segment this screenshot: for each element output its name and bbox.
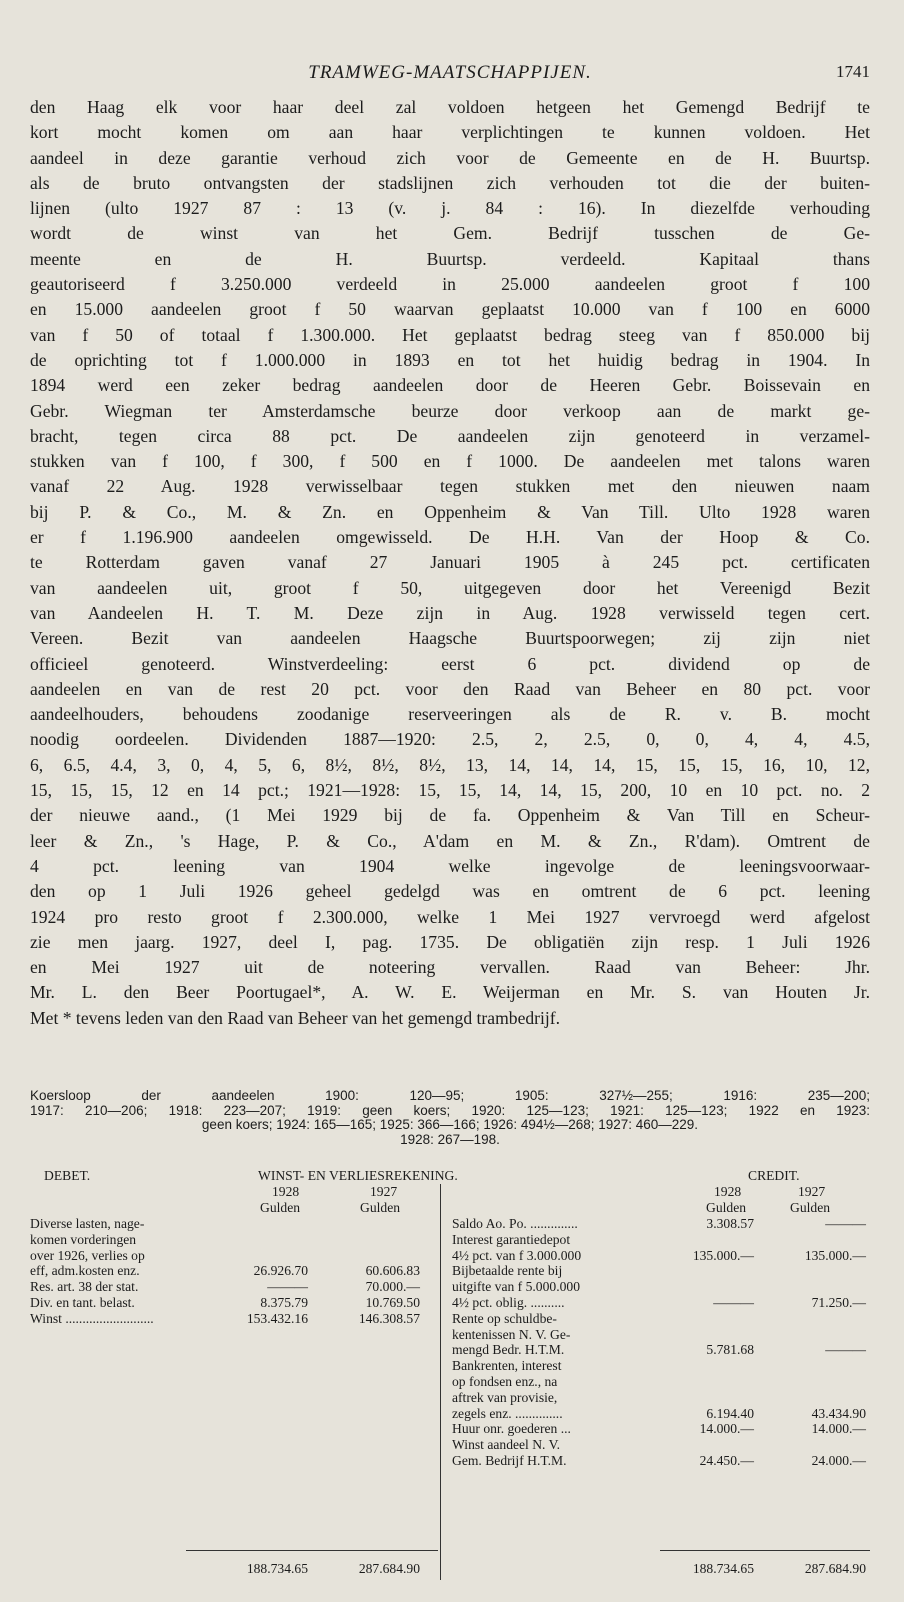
body-line: Met * tevens leden van den Raad van Beheer van het gemengd trambedrijf.	[30, 1007, 561, 1028]
body-line: officieel genoteerd. Winstverdeeling: eerst 6 pct. dividend op de	[30, 653, 870, 674]
body-line: en Mei 1927 uit de noteering vervallen. Raad van Beheer: Jhr.	[30, 957, 870, 978]
koersloop-block	[30, 1089, 870, 1147]
body-line: wordt de winst van het Gem. Bedrijf tusschen de Ge-	[30, 223, 870, 244]
debet-row-label: Winst ..........................	[30, 1310, 154, 1326]
debet-row-value-1927: 10.769.50	[365, 1295, 420, 1310]
credit-year-2: 1927	[798, 1184, 826, 1199]
debet-row-value-1927: 70.000.—	[365, 1279, 420, 1295]
body-line: kort mocht komen om aan haar verplichtingen te kunnen voldoen. Het	[30, 122, 870, 143]
body-line: den Haag elk voor haar deel zal voldoen hetgeen het Gemengd Bedrijf te	[30, 97, 870, 117]
credit-row-value-1928: 24.450.—	[699, 1453, 754, 1468]
debet-row-label: Res. art. 38 der stat.	[30, 1279, 139, 1295]
body-line: Vereen. Bezit van aandeelen Haagsche Buurtspoorwegen; zij zijn niet	[30, 628, 870, 649]
debet-total-1927: 287.684.90	[358, 1561, 420, 1576]
credit-row-label: Bijbetaalde rente bij	[452, 1263, 563, 1279]
credit-row-value-1927: 24.000.—	[811, 1453, 866, 1468]
debet-row-value-1928: ———	[267, 1279, 308, 1295]
body-line: meente en de H. Buurtsp. verdeeld. Kapitaal thans	[30, 248, 870, 269]
credit-row-value-1928: ———	[713, 1295, 754, 1310]
body-line: de oprichting tot f 1.000.000 in 1893 en tot het huidig bedrag in 1904. In	[30, 349, 870, 370]
credit-row-value-1927: 43.434.90	[811, 1405, 866, 1421]
page-number: 1741	[836, 62, 870, 81]
credit-row-label: Winst aandeel N. V.	[452, 1437, 561, 1453]
credit-row-label: Gem. Bedrijf H.T.M.	[452, 1453, 567, 1468]
credit-row-label: kentenissen N. V. Ge-	[452, 1326, 571, 1342]
credit-row-value-1927: 135.000.—	[804, 1247, 866, 1263]
body-line: 1924 pro resto groot f 2.300.000, welke 1 Mei 1927 vervroegd werd afgelost	[30, 906, 870, 927]
credit-row-label: zegels enz. ..............	[452, 1405, 563, 1421]
debet-label: DEBET.	[44, 1168, 91, 1183]
credit-row-label: 4½ pct. van f 3.000.000	[452, 1247, 582, 1263]
body-line: 4 pct. leening van 1904 welke ingevolge de leeningsvoorwaar-	[30, 855, 870, 876]
body-line: der nieuwe aand., (1 Mei 1929 bij de fa. Oppenheim & Van Till en Scheur-	[30, 805, 870, 826]
debet-unit-1: Gulden	[260, 1200, 301, 1215]
credit-unit-1: Gulden	[706, 1200, 747, 1215]
debet-row-label: komen vorderingen	[30, 1231, 137, 1247]
body-line: leer & Zn., 's Hage, P. & Co., A'dam en M. & Zn., R'dam). Omtrent de	[30, 830, 870, 851]
credit-row-label: op fondsen enz., na	[452, 1374, 558, 1389]
credit-row-value-1927: 71.250.—	[811, 1295, 866, 1310]
debet-unit-2: Gulden	[360, 1200, 401, 1215]
body-line: van aandeelen uit, groot f 50, uitgegeven door het Vereenigd Bezit	[30, 577, 870, 598]
body-line: noodig oordeelen. Dividenden 1887—1920: 2.5, 2, 2.5, 0, 0, 4, 4, 4.5,	[30, 729, 870, 750]
body-line: 15, 15, 15, 12 en 14 pct.; 1921—1928: 15, 15, 14, 14, 15, 200, 10 en 10 pct. no. 2	[30, 780, 870, 801]
body-line: van f 50 of totaal f 1.300.000. Het geplaatst bedrag steeg van f 850.000 bij	[30, 324, 870, 345]
debet-year-2: 1927	[370, 1184, 398, 1199]
credit-row-label: Interest garantiedepot	[452, 1231, 571, 1247]
credit-row-label: 4½ pct. oblig. ..........	[452, 1295, 565, 1310]
credit-row-label: Huur onr. goederen ...	[452, 1421, 571, 1437]
credit-row-label: Bankrenten, interest	[452, 1358, 562, 1374]
debet-row-label: Div. en tant. belast.	[30, 1295, 135, 1310]
credit-label: CREDIT.	[748, 1168, 800, 1183]
body-line: lijnen (ulto 1927 87 : 13 (v. j. 84 : 16). In diezelfde verhouding	[30, 198, 870, 219]
winst-verlies-table	[30, 1168, 870, 1588]
credit-row-value-1927: ———	[825, 1342, 866, 1358]
credit-row-label: uitgifte van f 5.000.000	[452, 1279, 580, 1295]
credit-total-1928: 188.734.65	[692, 1561, 754, 1576]
credit-row-value-1927: 14.000.—	[811, 1421, 866, 1437]
body-line: van Aandeelen H. T. M. Deze zijn in Aug. 1928 verwisseld tegen cert.	[30, 602, 870, 623]
body-line: aandeel in deze garantie verhoud zich voor de Gemeente en de H. Buurtsp.	[30, 147, 870, 168]
table-title: WINST- EN VERLIESREKENING.	[258, 1168, 458, 1183]
body-line: den op 1 Juli 1926 geheel gedelgd was en omtrent de 6 pct. leening	[30, 881, 870, 902]
body-line: en 15.000 aandeelen groot f 50 waarvan geplaatst 10.000 van f 100 en 6000	[30, 299, 870, 320]
debet-row-value-1927: 146.308.57	[358, 1310, 420, 1326]
debet-row-value-1928: 26.926.70	[253, 1263, 308, 1279]
credit-row-label: aftrek van provisie,	[452, 1389, 558, 1405]
page-header	[30, 62, 870, 88]
body-line: Gebr. Wiegman ter Amsterdamsche beurze door verkoop aan de markt ge-	[30, 400, 870, 421]
body-line: Mr. L. den Beer Poortugael*, A. W. E. Weijerman en Mr. S. van Houten Jr.	[30, 982, 870, 1003]
debet-row-label: eff, adm.kosten enz.	[30, 1263, 140, 1279]
table-divider	[440, 1184, 441, 1580]
credit-row-label: Rente op schuldbe-	[452, 1310, 557, 1326]
credit-row-value-1928: 3.308.57	[706, 1216, 754, 1231]
body-line: zie men jaarg. 1927, deel I, pag. 1735. De obligatiën zijn resp. 1 Juli 1926	[30, 931, 870, 952]
credit-row-value-1928: 135.000.—	[692, 1247, 754, 1263]
debet-row-label: over 1926, verlies op	[30, 1247, 145, 1263]
credit-row-value-1927: ———	[825, 1216, 866, 1231]
body-line: geautoriseerd f 3.250.000 verdeeld in 25.000 aandeelen groot f 100	[30, 274, 870, 295]
running-title: TRAMWEG-MAATSCHAPPIJEN.	[308, 62, 592, 83]
debet-row-value-1927: 60.606.83	[365, 1263, 420, 1279]
koersloop-line: 1928: 267—198.	[400, 1132, 500, 1147]
debet-row-value-1928: 8.375.79	[260, 1295, 308, 1310]
credit-row-label: mengd Bedr. H.T.M.	[452, 1342, 565, 1358]
koersloop-line: 1917: 210—206; 1918: 223—207; 1919: geen koers; 1920: 125—123; 1921: 125—123; 1922 en 1923:	[30, 1103, 870, 1118]
credit-unit-2: Gulden	[790, 1200, 831, 1215]
body-line: vanaf 22 Aug. 1928 verwisselbaar tegen stukken met den nieuwen naam	[30, 476, 870, 497]
body-line: bij P. & Co., M. & Zn. en Oppenheim & Van Till. Ulto 1928 waren	[30, 501, 870, 522]
debet-total-1928: 188.734.65	[246, 1561, 308, 1576]
credit-row-value-1928: 14.000.—	[699, 1421, 754, 1437]
koersloop-line: Koersloop der aandeelen 1900: 120—95; 1905: 327½—255; 1916: 235—200;	[30, 1089, 870, 1103]
credit-row-value-1928: 6.194.40	[706, 1405, 754, 1421]
credit-total-rule	[660, 1550, 870, 1551]
body-line: 6, 6.5, 4.4, 3, 0, 4, 5, 6, 8½, 8½, 8½, 13, 14, 14, 14, 15, 15, 15, 16, 10, 12,	[30, 754, 870, 775]
body-line: te Rotterdam gaven vanaf 27 Januari 1905 à 245 pct. certificaten	[30, 552, 870, 573]
credit-row-label: Saldo Ao. Po. ..............	[452, 1216, 578, 1231]
body-line: bracht, tegen circa 88 pct. De aandeelen zijn genoteerd in verzamel-	[30, 425, 870, 446]
body-paragraph	[30, 95, 870, 1031]
body-line: stukken van f 100, f 300, f 500 en f 1000. De aandeelen met talons waren	[30, 451, 870, 472]
credit-row-value-1928: 5.781.68	[706, 1342, 754, 1358]
debet-total-rule	[186, 1550, 438, 1551]
body-line: 1894 werd een zeker bedrag aandeelen door de Heeren Gebr. Boissevain en	[30, 375, 870, 396]
body-line: aandeelen en van de rest 20 pct. voor den Raad van Beheer en 80 pct. voor	[30, 678, 870, 699]
body-line: er f 1.196.900 aandeelen omgewisseld. De H.H. Van der Hoop & Co.	[30, 527, 870, 548]
credit-total-1927: 287.684.90	[804, 1561, 866, 1576]
credit-year-1: 1928	[714, 1184, 742, 1199]
debet-year-1: 1928	[272, 1184, 300, 1199]
koersloop-line: geen koers; 1924: 165—165; 1925: 366—166; 1926: 494½—268; 1927: 460—229.	[201, 1118, 699, 1132]
body-line: aandeelhouders, behoudens zoodanige reserveeringen als de R. v. B. mocht	[30, 704, 870, 725]
debet-row-value-1928: 153.432.16	[246, 1310, 308, 1326]
debet-row-label: Diverse lasten, nage-	[30, 1216, 145, 1231]
body-line: als de bruto ontvangsten der stadslijnen zich verhouden tot die der buiten-	[30, 172, 870, 193]
